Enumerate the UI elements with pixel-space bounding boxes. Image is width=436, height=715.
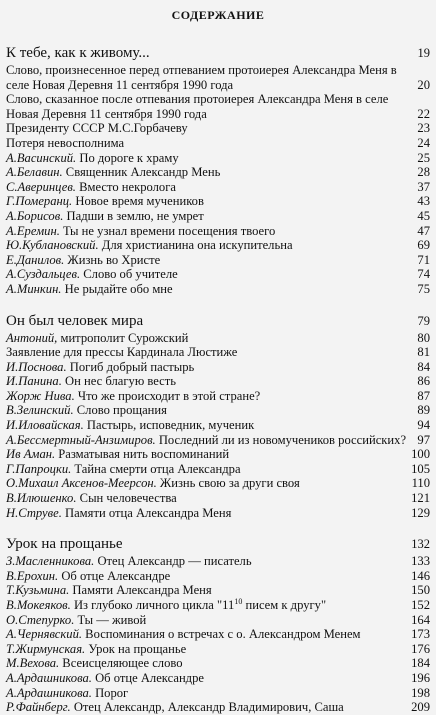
entry-page-number: 173 xyxy=(411,627,430,642)
entry-text: Священник Александр Мень xyxy=(62,165,221,180)
toc-entry[interactable] xyxy=(6,700,430,715)
toc-entry[interactable] xyxy=(6,433,430,448)
entry-page-number: 198 xyxy=(411,685,430,700)
section-page-number: 79 xyxy=(417,313,430,328)
toc-entry[interactable] xyxy=(6,569,430,584)
entry-title xyxy=(6,238,417,253)
entry-text: По дороге к храму xyxy=(76,150,179,165)
entry-author: С.Аверинцев. xyxy=(6,179,76,194)
entry-author: В.Мокеяков. xyxy=(6,598,71,612)
entry-author: О.Степурко. xyxy=(6,612,75,627)
entry-title xyxy=(6,63,417,92)
entry-page-number: 89 xyxy=(417,403,430,418)
entry-page-number: 97 xyxy=(417,432,430,447)
toc-entry[interactable] xyxy=(6,389,430,404)
entry-title xyxy=(6,554,411,569)
entry-author: И.Поснова. xyxy=(6,359,67,374)
toc-entry[interactable] xyxy=(6,462,430,477)
entry-author: Г.Померанц. xyxy=(6,194,73,209)
entry-text: митрополит Сурожский xyxy=(57,330,189,345)
entry-title xyxy=(6,700,411,715)
entry-text: Всеисцеляющее слово xyxy=(59,656,183,671)
entry-page-number: 43 xyxy=(417,194,430,209)
entry-page-number: 196 xyxy=(411,670,430,685)
entry-text: Памяти Александра Меня xyxy=(69,583,212,598)
entry-page-number: 24 xyxy=(417,135,430,150)
entry-page-number: 129 xyxy=(411,505,430,520)
entry-text: Ты — живой xyxy=(74,612,147,627)
entry-author: А.Ардашникова. xyxy=(6,685,92,700)
entry-author: Р.Файнберг. xyxy=(6,700,71,715)
entry-title xyxy=(6,180,417,195)
toc-entry[interactable] xyxy=(6,554,430,569)
entry-text: Что же происходит в этой стране? xyxy=(74,388,261,403)
toc-entry[interactable] xyxy=(6,238,430,253)
entry-title xyxy=(6,253,417,268)
entry-author: В.Илюшенко. xyxy=(6,491,77,506)
entry-title xyxy=(6,476,412,491)
entry-title xyxy=(6,433,417,448)
entry-title xyxy=(6,224,417,239)
entry-text: Сын человечества xyxy=(76,491,177,506)
entry-author: Ив Аман. xyxy=(6,447,56,462)
entry-text: Об отце Александре xyxy=(91,670,204,685)
entry-page-number: 184 xyxy=(411,656,430,671)
entry-text: Заявление для прессы Кардинала Люстиже xyxy=(6,345,238,360)
entry-text: Слово, произнесенное перед отпеванием протоиерея Александра Меня в селе Новая Деревня 11 сентября 1990 года xyxy=(6,63,397,92)
entry-title xyxy=(6,389,417,404)
entry-page-number: 209 xyxy=(411,700,430,715)
entry-author: А.Ардашникова. xyxy=(6,670,92,685)
entry-page-number: 94 xyxy=(417,418,430,433)
toc-entry[interactable] xyxy=(6,331,430,346)
section-gap xyxy=(6,520,430,536)
entry-page-number: 152 xyxy=(411,598,430,612)
section-heading[interactable] xyxy=(6,45,430,62)
entry-title xyxy=(6,151,417,166)
toc-entry[interactable] xyxy=(6,598,430,613)
entry-author: Ю.Кублановский. xyxy=(6,238,99,253)
entry-page-number: 87 xyxy=(417,388,430,403)
entry-title xyxy=(6,418,417,433)
entry-text: Новое время мучеников xyxy=(72,194,204,209)
entry-title xyxy=(6,627,411,642)
entry-author: М.Вехова. xyxy=(6,656,60,671)
toc-entry[interactable] xyxy=(6,656,430,671)
toc-entry[interactable] xyxy=(6,136,430,151)
table-of-contents xyxy=(6,45,430,715)
page-title: СОДЕРЖАНИЕ xyxy=(171,8,265,22)
entry-author: А.Васинский. xyxy=(6,150,77,165)
entry-text: Погиб добрый пастырь xyxy=(66,359,195,374)
entry-page-number: 22 xyxy=(417,106,430,121)
entry-title xyxy=(6,92,417,121)
entry-page-number: 121 xyxy=(411,491,430,506)
entry-title xyxy=(6,209,417,224)
entry-page-number: 69 xyxy=(417,238,430,253)
entry-text: Пастырь, исповедник, мученик xyxy=(83,418,255,433)
entry-text: Ты не узнал времени посещения твоего xyxy=(59,223,276,238)
entry-title xyxy=(6,345,417,360)
toc-entry[interactable] xyxy=(6,92,430,121)
entry-title xyxy=(6,447,411,462)
entry-text: Жизнь свою за други своя xyxy=(156,476,300,491)
entry-page-number: 80 xyxy=(417,330,430,345)
entry-page-number: 86 xyxy=(417,374,430,389)
entry-page-number: 28 xyxy=(417,165,430,180)
entry-author: В.Зелинский. xyxy=(6,403,74,418)
entry-list xyxy=(6,63,430,297)
entry-text: Президенту СССР М.С.Горбачеву xyxy=(6,121,188,136)
entry-page-number: 146 xyxy=(411,568,430,583)
toc-entry[interactable] xyxy=(6,642,430,657)
entry-text: Из глубоко личного цикла "11 xyxy=(70,598,235,612)
entry-title xyxy=(6,194,417,209)
section-page-number: 19 xyxy=(417,46,430,60)
entry-author: Т.Кузьмина. xyxy=(6,583,70,598)
toc-entry[interactable] xyxy=(6,491,430,506)
entry-page-number: 150 xyxy=(411,583,430,598)
section-heading[interactable] xyxy=(6,313,430,330)
entry-text: Памяти отца Александра Меня xyxy=(61,505,232,520)
entry-title xyxy=(6,462,411,477)
entry-author: А.Белавин. xyxy=(6,165,63,180)
toc-entry[interactable] xyxy=(6,447,430,462)
toc-entry[interactable] xyxy=(6,121,430,136)
entry-text: Он нес благую весть xyxy=(61,374,176,389)
entry-author: И.Панина. xyxy=(6,374,62,389)
entry-title xyxy=(6,165,417,180)
entry-page-number: 81 xyxy=(417,345,430,360)
entry-page-number: 37 xyxy=(417,179,430,194)
entry-title xyxy=(6,671,411,686)
toc-entry[interactable] xyxy=(6,627,430,642)
toc-entry[interactable] xyxy=(6,583,430,598)
entry-page-number: 75 xyxy=(417,281,430,296)
toc-entry[interactable] xyxy=(6,418,430,433)
entry-title xyxy=(6,121,417,136)
entry-text: Разматывая нить воспоминаний xyxy=(55,447,230,462)
entry-title xyxy=(6,374,417,389)
entry-title xyxy=(6,569,411,584)
toc-entry[interactable] xyxy=(6,613,430,628)
toc-entry[interactable] xyxy=(6,360,430,375)
toc-entry[interactable] xyxy=(6,686,430,701)
entry-author: А.Бессмертный-Анзимиров. xyxy=(6,432,156,447)
entry-text: Слово прощания xyxy=(73,403,167,418)
entry-author: А.Чернявский. xyxy=(6,627,83,642)
entry-text: Не рыдайте обо мне xyxy=(61,281,173,296)
entry-author: А.Суздальцев. xyxy=(6,267,81,282)
toc-entry[interactable] xyxy=(6,180,430,195)
entry-title xyxy=(6,491,411,506)
toc-entry[interactable] xyxy=(6,403,430,418)
entry-text: Потеря невосполнима xyxy=(6,135,125,150)
entry-page-number: 164 xyxy=(411,612,430,627)
entry-title xyxy=(6,403,417,418)
toc-entry[interactable] xyxy=(6,209,430,224)
entry-page-number: 45 xyxy=(417,208,430,223)
entry-author: Е.Данилов. xyxy=(6,252,65,267)
entry-superscript: 10 xyxy=(234,596,243,606)
toc-entry[interactable] xyxy=(6,194,430,209)
entry-text: Слово об учителе xyxy=(80,267,178,282)
entry-author: В.Ерохин. xyxy=(6,568,59,583)
entry-title xyxy=(6,136,417,151)
toc-entry[interactable] xyxy=(6,253,430,268)
section-title: Урок на прощанье xyxy=(6,536,123,553)
entry-page-number: 74 xyxy=(417,267,430,282)
entry-author: И.Иловайская. xyxy=(6,418,84,433)
entry-author: З.Масленникова. xyxy=(6,554,95,569)
entry-title xyxy=(6,656,411,671)
toc-entry[interactable] xyxy=(6,282,430,297)
entry-author: Г.Папроцки. xyxy=(6,461,72,476)
entry-author: Н.Струве. xyxy=(6,505,62,520)
entry-text: Последний ли из новомучеников российских? xyxy=(155,432,407,447)
toc-entry[interactable] xyxy=(6,267,430,282)
entry-title xyxy=(6,642,411,657)
entry-title xyxy=(6,686,411,701)
entry-author: А.Борисов. xyxy=(6,208,64,223)
entry-author: О.Михаил Аксенов-Меерсон. xyxy=(6,476,157,491)
entry-author: Т.Жирмунская. xyxy=(6,641,86,656)
entry-page-number: 23 xyxy=(417,121,430,136)
entry-page-number: 105 xyxy=(411,461,430,476)
entry-author: Жорж Нива. xyxy=(6,388,75,403)
entry-page-number: 110 xyxy=(411,476,430,491)
entry-text: Слово, сказанное после отпевания протоиерея Александра Меня в селе Новая Деревня 11 сентября 1990 года xyxy=(6,92,389,121)
entry-author: А.Еремин. xyxy=(6,223,60,238)
entry-author: Антоний, xyxy=(6,330,58,345)
entry-text: Вместо некролога xyxy=(75,179,176,194)
toc-entry[interactable] xyxy=(6,345,430,360)
entry-text: Порог xyxy=(91,685,129,700)
toc-entry[interactable] xyxy=(6,151,430,166)
entry-author: А.Минкин. xyxy=(6,281,62,296)
entry-title xyxy=(6,360,417,375)
entry-title xyxy=(6,331,417,346)
entry-text: Падши в землю, не умрет xyxy=(63,208,204,223)
entry-text: Об отце Александре xyxy=(58,568,171,583)
entry-text: Отец Александр, Александр Владимирович, Саша xyxy=(70,700,344,715)
entry-text: Жизнь во Христе xyxy=(64,252,161,267)
section-gap xyxy=(6,297,430,313)
entry-text: Урок на прощанье xyxy=(85,641,187,656)
entry-text: Для христианина она искупительна xyxy=(98,238,293,253)
toc-entry[interactable] xyxy=(6,165,430,180)
entry-page-number: 133 xyxy=(411,554,430,569)
entry-title xyxy=(6,613,411,628)
entry-text: Воспоминания о встречах с о. Александром Менем xyxy=(82,627,361,642)
toc-entry[interactable] xyxy=(6,224,430,239)
entry-title xyxy=(6,598,411,613)
entry-title xyxy=(6,583,411,598)
entry-title xyxy=(6,282,417,297)
toc-entry[interactable] xyxy=(6,506,430,521)
section-heading[interactable] xyxy=(6,536,430,553)
toc-entry[interactable] xyxy=(6,374,430,389)
toc-entry[interactable] xyxy=(6,63,430,92)
section-page-number: 132 xyxy=(411,537,430,552)
section-title: Он был человек мира xyxy=(6,312,144,329)
toc-entry[interactable] xyxy=(6,671,430,686)
entry-page-number: 176 xyxy=(411,641,430,656)
toc-entry[interactable] xyxy=(6,476,430,491)
entry-text: Тайна смерти отца Александра xyxy=(71,461,241,476)
entry-list xyxy=(6,554,430,715)
entry-page-number: 84 xyxy=(417,359,430,374)
entry-text: Отец Александр — писатель xyxy=(94,554,252,569)
entry-title xyxy=(6,267,417,282)
entry-page-number: 100 xyxy=(411,447,430,462)
section-title: К тебе, как к живому... xyxy=(6,45,150,61)
entry-page-number: 47 xyxy=(417,223,430,238)
entry-page-number: 71 xyxy=(417,252,430,267)
entry-list xyxy=(6,331,430,521)
entry-page-number: 20 xyxy=(417,77,430,92)
entry-text-continued: писем к другу" xyxy=(242,598,327,612)
entry-title xyxy=(6,506,411,521)
entry-page-number: 25 xyxy=(417,150,430,165)
